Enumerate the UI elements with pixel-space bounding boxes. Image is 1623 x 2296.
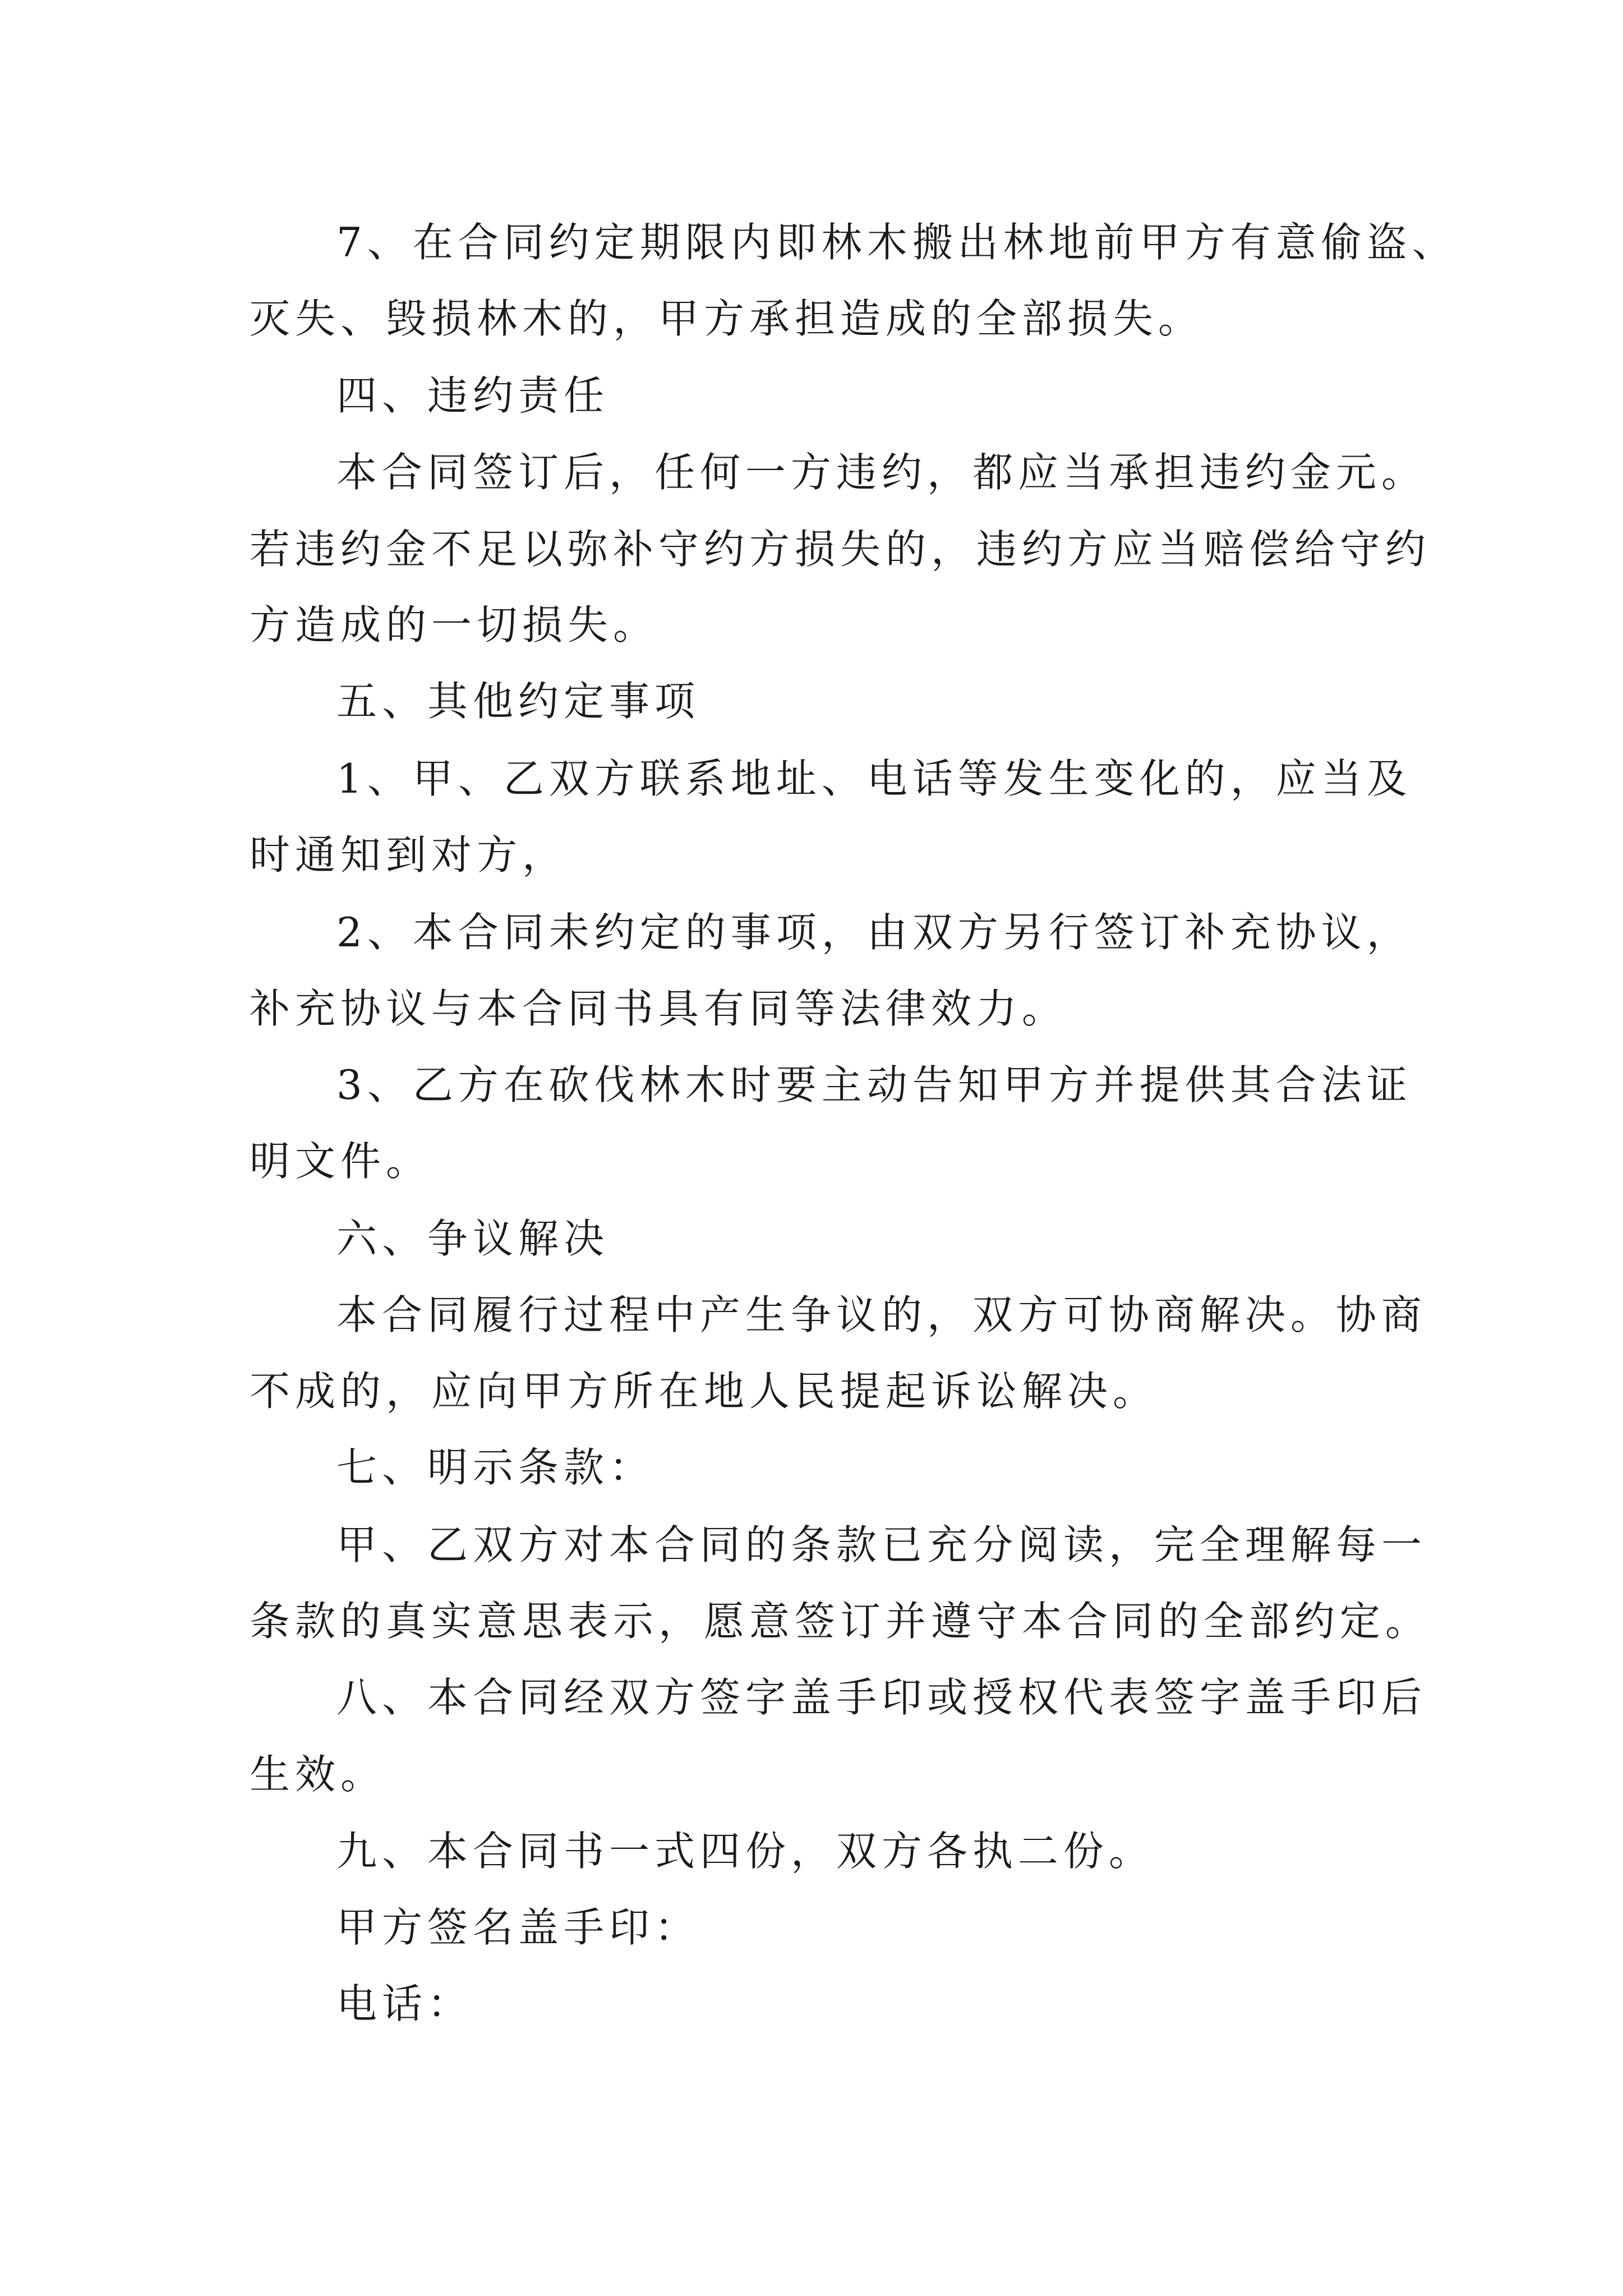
text-line: 明文件。: [250, 1138, 432, 1185]
text-line: 九、本合同书一式四份，双方各执二份。: [336, 1828, 1155, 1875]
text-line: 条款的真实意思表示，愿意签订并遵守本合同的全部约定。: [250, 1598, 1431, 1645]
text-line: 甲、乙双方对本合同的条款已充分阅读，完全理解每一: [336, 1521, 1427, 1568]
text-line: 2、本合同未约定的事项，由双方另行签订补充协议，: [336, 909, 1412, 956]
text-line: 3、乙方在砍伐林木时要主动告知甲方并提供其合法证: [336, 1061, 1412, 1108]
text-line: 本合同履行过程中产生争议的，双方可协商解决。协商: [336, 1291, 1427, 1338]
signature-label: 甲方签名盖手印：: [336, 1904, 700, 1951]
text-line: 方造成的一切损失。: [250, 601, 659, 648]
text-line: 1、甲、乙双方联系地址、电话等发生变化的，应当及: [336, 755, 1412, 802]
text-line: 八、本合同经双方签字盖手印或授权代表签字盖手印后: [336, 1674, 1427, 1721]
section-heading: 六、争议解决: [336, 1215, 610, 1262]
text-line: 本合同签订后，任何一方违约，都应当承担违约金元。: [336, 449, 1427, 496]
text-line: 灭失、毁损林木的，甲方承担造成的全部损失。: [250, 295, 1204, 342]
text-line: 不成的，应向甲方所在地人民提起诉讼解决。: [250, 1368, 1159, 1415]
text-line: 生效。: [250, 1751, 386, 1798]
phone-label: 电话：: [336, 1980, 473, 2027]
text-line: 若违约金不足以弥补守约方损失的，违约方应当赔偿给守约: [250, 526, 1431, 573]
section-heading: 七、明示条款：: [336, 1444, 655, 1491]
text-line: 时通知到对方，: [250, 831, 568, 878]
section-heading: 四、违约责任: [336, 372, 610, 419]
text-line: 补充协议与本合同书具有同等法律效力。: [250, 985, 1068, 1032]
section-heading: 五、其他约定事项: [336, 678, 700, 725]
text-line: 7、在合同约定期限内即林木搬出林地前甲方有意偷盗、: [336, 219, 1458, 266]
